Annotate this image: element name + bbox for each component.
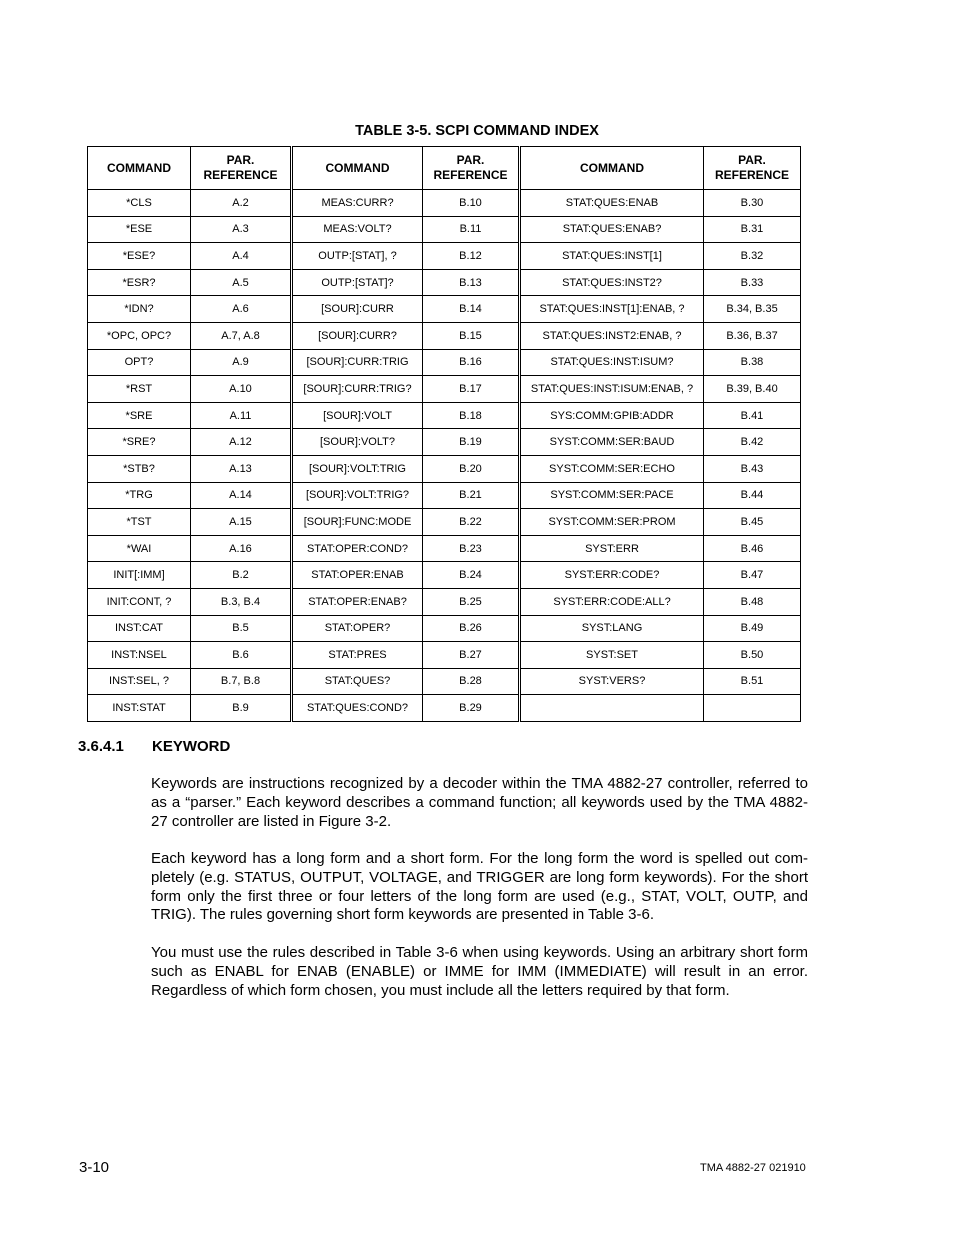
command-cell: SYST:LANG	[520, 615, 704, 642]
par-reference-cell: A.13	[191, 455, 292, 482]
page-number: 3-10	[79, 1159, 110, 1176]
par-reference-cell: B.11	[423, 216, 520, 243]
par-reference-cell: B.33	[704, 269, 801, 296]
par-reference-cell: B.3, B.4	[191, 588, 292, 615]
table-row	[88, 269, 801, 296]
par-reference-cell: B.44	[704, 482, 801, 509]
par-reference-cell: B.19	[423, 429, 520, 456]
par-reference-cell: B.10	[423, 190, 520, 217]
par-reference-cell: B.42	[704, 429, 801, 456]
command-cell: SYST:VERS?	[520, 668, 704, 695]
par-reference-cell: A.4	[191, 243, 292, 270]
par-reference-cell: B.16	[423, 349, 520, 376]
table-row	[88, 482, 801, 509]
command-cell: *CLS	[88, 190, 191, 217]
command-cell: MEAS:VOLT?	[292, 216, 423, 243]
par-reference-cell: A.15	[191, 509, 292, 536]
par-reference-cell	[704, 695, 801, 722]
par-reference-cell: B.51	[704, 668, 801, 695]
command-cell: STAT:QUES:INST:ISUM:ENAB, ?	[520, 376, 704, 403]
command-cell: STAT:QUES:INST:ISUM?	[520, 349, 704, 376]
par-reference-cell: B.47	[704, 562, 801, 589]
command-cell: STAT:OPER:COND?	[292, 535, 423, 562]
command-cell: [SOUR]:CURR	[292, 296, 423, 323]
par-reference-cell: B.49	[704, 615, 801, 642]
command-cell: SYST:COMM:SER:PROM	[520, 509, 704, 536]
par-reference-cell: B.45	[704, 509, 801, 536]
command-cell: [SOUR]:VOLT?	[292, 429, 423, 456]
command-cell: *ESR?	[88, 269, 191, 296]
command-cell: STAT:OPER:ENAB	[292, 562, 423, 589]
command-cell: INST:STAT	[88, 695, 191, 722]
table-row	[88, 455, 801, 482]
par-reference-cell: B.25	[423, 588, 520, 615]
column-header: COMMAND	[520, 147, 704, 190]
par-reference-cell: B.43	[704, 455, 801, 482]
scpi-command-index-table	[87, 146, 801, 722]
command-cell: [SOUR]:CURR?	[292, 322, 423, 349]
table-row	[88, 668, 801, 695]
command-cell: STAT:QUES:INST[1]	[520, 243, 704, 270]
command-cell: *ESE	[88, 216, 191, 243]
paragraph: Each keyword has a long form and a short form. For the long form the word is spelled out com-pletely (e.g. STATUS, OUTPUT, VOLTAGE, and TRIGGER are long form keywords). For the short form only the first three or four letters of the long form are used (e.g., STAT, VOLT, OUTP, and TRIG). The rules governing short form keywords are presented in Table 3-6.	[151, 850, 808, 924]
par-reference-cell: B.26	[423, 615, 520, 642]
command-cell: [SOUR]:CURR:TRIG?	[292, 376, 423, 403]
table-row	[88, 588, 801, 615]
table-title: TABLE 3-5. SCPI COMMAND INDEX	[355, 123, 599, 139]
section-title: KEYWORD	[152, 738, 231, 755]
par-reference-cell: B.2	[191, 562, 292, 589]
command-cell: STAT:OPER?	[292, 615, 423, 642]
par-reference-cell: B.18	[423, 402, 520, 429]
column-header: PAR. REFERENCE	[704, 147, 801, 190]
command-cell	[520, 695, 704, 722]
command-cell: INST:CAT	[88, 615, 191, 642]
command-cell: INST:NSEL	[88, 642, 191, 669]
par-reference-cell: A.12	[191, 429, 292, 456]
table-row	[88, 509, 801, 536]
command-cell: SYST:SET	[520, 642, 704, 669]
par-reference-cell: A.14	[191, 482, 292, 509]
command-cell: *IDN?	[88, 296, 191, 323]
table-row	[88, 695, 801, 722]
par-reference-cell: B.22	[423, 509, 520, 536]
command-cell: OUTP:[STAT], ?	[292, 243, 423, 270]
par-reference-cell: A.16	[191, 535, 292, 562]
command-cell: *OPC, OPC?	[88, 322, 191, 349]
command-cell: [SOUR]:VOLT	[292, 402, 423, 429]
command-cell: [SOUR]:VOLT:TRIG	[292, 455, 423, 482]
command-cell: *SRE	[88, 402, 191, 429]
par-reference-cell: B.17	[423, 376, 520, 403]
command-cell: *TRG	[88, 482, 191, 509]
command-cell: SYST:ERR:CODE?	[520, 562, 704, 589]
par-reference-cell: B.50	[704, 642, 801, 669]
command-cell: [SOUR]:FUNC:MODE	[292, 509, 423, 536]
par-reference-cell: B.39, B.40	[704, 376, 801, 403]
command-cell: STAT:QUES?	[292, 668, 423, 695]
command-cell: OUTP:[STAT]?	[292, 269, 423, 296]
command-cell: *STB?	[88, 455, 191, 482]
par-reference-cell: B.34, B.35	[704, 296, 801, 323]
par-reference-cell: B.12	[423, 243, 520, 270]
command-cell: SYST:COMM:SER:ECHO	[520, 455, 704, 482]
section-heading	[78, 738, 230, 755]
command-cell: MEAS:CURR?	[292, 190, 423, 217]
command-cell: SYST:ERR:CODE:ALL?	[520, 588, 704, 615]
section-number: 3.6.4.1	[78, 738, 124, 755]
par-reference-cell: B.15	[423, 322, 520, 349]
column-header: PAR. REFERENCE	[423, 147, 520, 190]
column-header: PAR. REFERENCE	[191, 147, 292, 190]
table-row	[88, 243, 801, 270]
command-cell: [SOUR]:VOLT:TRIG?	[292, 482, 423, 509]
paragraph: Keywords are instructions recognized by a decoder within the TMA 4882-27 controller, referred to as a “parser.” Each keyword describes a command function; all keywords used by the TMA 4882-27 controller are listed in Figure 3-2.	[151, 775, 808, 830]
command-cell: INIT[:IMM]	[88, 562, 191, 589]
command-cell: STAT:QUES:INST[1]:ENAB, ?	[520, 296, 704, 323]
par-reference-cell: B.32	[704, 243, 801, 270]
table-row	[88, 535, 801, 562]
paragraph: You must use the rules described in Table 3-6 when using keywords. Using an arbitrary short form such as ENABL for ENAB (ENABLE) or IMME for IMM (IMMEDIATE) will result in an error. Regardless of which form chosen, you must include all the letters required by that form.	[151, 944, 808, 999]
par-reference-cell: B.13	[423, 269, 520, 296]
par-reference-cell: B.41	[704, 402, 801, 429]
command-cell: STAT:QUES:COND?	[292, 695, 423, 722]
command-cell: STAT:QUES:INST2?	[520, 269, 704, 296]
par-reference-cell: B.6	[191, 642, 292, 669]
table-row	[88, 562, 801, 589]
par-reference-cell: B.36, B.37	[704, 322, 801, 349]
par-reference-cell: B.7, B.8	[191, 668, 292, 695]
par-reference-cell: B.31	[704, 216, 801, 243]
table-row	[88, 349, 801, 376]
par-reference-cell: B.9	[191, 695, 292, 722]
par-reference-cell: B.24	[423, 562, 520, 589]
par-reference-cell: B.5	[191, 615, 292, 642]
table-row	[88, 296, 801, 323]
command-cell: *ESE?	[88, 243, 191, 270]
par-reference-cell: A.6	[191, 296, 292, 323]
document-id: TMA 4882-27 021910	[700, 1162, 806, 1174]
par-reference-cell: B.23	[423, 535, 520, 562]
command-cell: STAT:PRES	[292, 642, 423, 669]
command-cell: SYST:ERR	[520, 535, 704, 562]
command-cell: SYS:COMM:GPIB:ADDR	[520, 402, 704, 429]
table-row	[88, 429, 801, 456]
table-row	[88, 376, 801, 403]
table-row	[88, 216, 801, 243]
par-reference-cell: B.21	[423, 482, 520, 509]
par-reference-cell: A.10	[191, 376, 292, 403]
table-row	[88, 190, 801, 217]
par-reference-cell: A.9	[191, 349, 292, 376]
command-cell: INST:SEL, ?	[88, 668, 191, 695]
command-cell: *TST	[88, 509, 191, 536]
par-reference-cell: B.38	[704, 349, 801, 376]
par-reference-cell: B.27	[423, 642, 520, 669]
par-reference-cell: A.2	[191, 190, 292, 217]
par-reference-cell: B.20	[423, 455, 520, 482]
par-reference-cell: B.28	[423, 668, 520, 695]
command-cell: STAT:QUES:ENAB	[520, 190, 704, 217]
command-cell: SYST:COMM:SER:BAUD	[520, 429, 704, 456]
command-cell: SYST:COMM:SER:PACE	[520, 482, 704, 509]
par-reference-cell: B.29	[423, 695, 520, 722]
par-reference-cell: A.5	[191, 269, 292, 296]
command-cell: *SRE?	[88, 429, 191, 456]
command-cell: INIT:CONT, ?	[88, 588, 191, 615]
par-reference-cell: B.48	[704, 588, 801, 615]
column-header: COMMAND	[292, 147, 423, 190]
command-cell: STAT:QUES:ENAB?	[520, 216, 704, 243]
command-cell: OPT?	[88, 349, 191, 376]
par-reference-cell: A.11	[191, 402, 292, 429]
column-header: COMMAND	[88, 147, 191, 190]
command-cell: *RST	[88, 376, 191, 403]
command-cell: STAT:QUES:INST2:ENAB, ?	[520, 322, 704, 349]
par-reference-cell: B.14	[423, 296, 520, 323]
table-row	[88, 615, 801, 642]
par-reference-cell: A.7, A.8	[191, 322, 292, 349]
table-header-row	[88, 147, 801, 190]
table-row	[88, 402, 801, 429]
command-cell: *WAI	[88, 535, 191, 562]
par-reference-cell: A.3	[191, 216, 292, 243]
table-row	[88, 642, 801, 669]
command-cell: STAT:OPER:ENAB?	[292, 588, 423, 615]
table-row	[88, 322, 801, 349]
command-cell: [SOUR]:CURR:TRIG	[292, 349, 423, 376]
par-reference-cell: B.46	[704, 535, 801, 562]
par-reference-cell: B.30	[704, 190, 801, 217]
